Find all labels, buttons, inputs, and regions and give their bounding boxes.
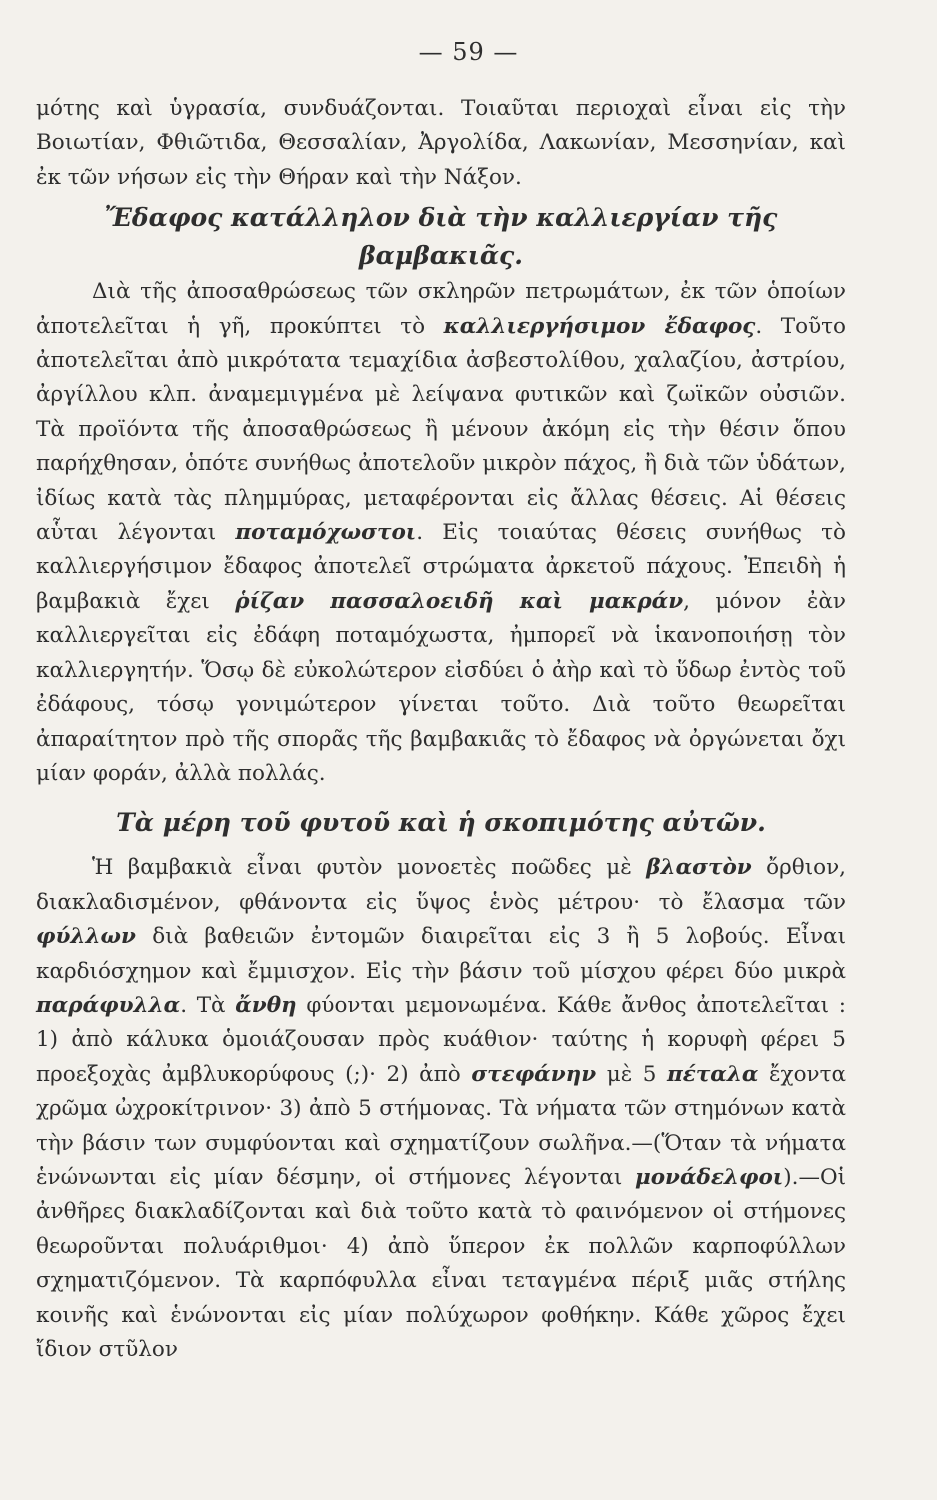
text-run: . Τὰ (180, 992, 236, 1018)
emphasis-term: παράφυλλα (36, 992, 181, 1018)
paragraph-soil (36, 275, 846, 791)
text-run: Ἡ βαμβακιὰ εἶναι φυτὸν μονοετὲς ποῶδες μὲ (92, 855, 647, 881)
text-run: ).—Οἱ ἀνθῆρες διακλαδίζονται καὶ διὰ τοῦτο κατὰ τὸ φαινόμενον οἱ στήμονες θεωροῦνται πολυάριθμοι· 4) ἀπὸ ὕπερον ἐκ πολλῶν καρποφύλλων σχηματιζόμενον. Τὰ καρπόφυλλα εἶναι τεταγμένα πέριξ μιᾶς στήλης κοινῆς καὶ ἑνώνονται εἰς μίαν πολύχωρον φοθήκην. Κάθε χῶρος ἔχει ἴδιον στῦλον (36, 1164, 846, 1362)
text-run: . Εἰς τοιαύτας θέσεις συνήθως τὸ καλλιεργήσιμον ἔδαφος ἀποτελεῖ στρώματα ἀρκετοῦ πάχους. Ἐπειδὴ ἡ βαμβακιὰ ἔχει (36, 520, 847, 614)
text-run: ὄρθιον, διακλαδισμένον, φθάνοντα εἰς ὕψος ἑνὸς μέτρου· τὸ ἔλασμα τῶν (36, 855, 846, 915)
text-run: . Τοῦτο ἀποτελεῖται ἀπὸ μικρότατα τεμαχίδια ἀσβεστολίθου, χαλαζίου, ἀστρίου, ἀργίλλου κλπ. ἀναμεμιγμένα μὲ λείψανα φυτικῶν καὶ ζωϊκῶν οὐσιῶν. Τὰ προϊόντα τῆς ἀποσαθρώσεως ἢ μένουν ἀκόμη εἰς τὴν θέσιν ὅπου παρήχθησαν, ὁπότε συνήθως ἀποτελοῦν μικρὸν πάχος, ἢ διὰ τῶν ὑδάτων, ἰδίως κατὰ τὰς πλημμύρας, μεταφέρονται εἰς ἄλλας θέσεις. Αἱ θέσεις αὗται λέγονται (36, 313, 846, 546)
text-run: ἔχοντα χρῶμα ὠχροκίτρινον· 3) ἀπὸ 5 στήμονας. Τὰ νήματα τῶν στημόνων κατὰ τὴν βάσιν των συμφύονται καὶ σχηματίζουν σωλῆνα.—(Ὅταν τὰ νήματα ἑνώνωνται εἰς μίαν δέσμην, οἱ στήμονες λέγονται (36, 1061, 847, 1190)
emphasis-term: ἄνθη (235, 992, 297, 1018)
emphasis-term: πέταλα (667, 1061, 759, 1087)
emphasis-term: βλαστὸν (646, 855, 752, 881)
body-text (36, 92, 846, 1367)
text-run: διὰ βαθειῶν ἐντομῶν διαιρεῖται εἰς 3 ἢ 5 λοβούς. Εἶναι καρδιόσχημον καὶ ἔμμισχον. Εἰς τὴν βάσιν τοῦ μίσχου φέρει δύο μικρὰ (36, 924, 846, 984)
emphasis-term: φύλλων (36, 924, 136, 950)
paragraph-regions: μότης καὶ ὑγρασία, συνδυάζονται. Τοιαῦται περιοχαὶ εἶναι εἰς τὴν Βοιωτίαν, Φθιῶτιδα, Θεσσαλίαν, Ἀργολίδα, Λακωνίαν, Μεσσηνίαν, καὶ ἐκ τῶν νήσων εἰς τὴν Θήραν καὶ τὴν Νάξον. (36, 96, 846, 190)
section-heading-plant-parts: Τὰ μέρη τοῦ φυτοῦ καὶ ἡ σκοπιμότης αὐτῶν. (116, 808, 766, 838)
paragraph-plant-parts (36, 851, 846, 1367)
page-number: — 59 — (418, 38, 519, 66)
text-run: Διὰ τῆς ἀποσαθρώσεως τῶν σκληρῶν πετρωμάτων, ἐκ τῶν ὁποίων ἀποτελεῖται ἡ γῆ, προκύπτει τὸ (36, 279, 846, 339)
emphasis-term: καλλιεργήσιμον ἔδαφος (443, 313, 756, 339)
emphasis-term: μονάδελφοι (634, 1164, 784, 1190)
emphasis-term: ῥίζαν πασσαλοειδῆ καὶ μακράν (235, 588, 684, 614)
emphasis-term: στεφάνην (471, 1061, 597, 1087)
emphasis-term: ποταμόχωστοι (235, 520, 417, 546)
text-run: , μόνον ἐὰν καλλιεργεῖται εἰς ἐδάφη ποταμόχωστα, ἠμπορεῖ νὰ ἱκανοποιήσῃ τὸν καλλιεργητήν. Ὅσῳ δὲ εὐκολώτερον εἰσδύει ὁ ἀὴρ καὶ τὸ ὕδωρ ἐντὸς τοῦ ἐδάφους, τόσῳ γονιμώτερον γίνεται τοῦτο. Διὰ τοῦτο θεωρεῖται ἀπαραίτητον πρὸ τῆς σπορᾶς τῆς βαμβακιᾶς τὸ ἔδαφος νὰ ὀργώνεται ὄχι μίαν φοράν, ἀλλὰ πολλάς. (36, 588, 846, 786)
section-heading-soil: Ἔδαφος κατάλληλον διὰ τὴν καλλιεργίαν τῆς βαμβακιᾶς. (104, 203, 778, 271)
text-run: μὲ 5 (596, 1061, 668, 1087)
text-run: φύονται μεμονωμένα. Κάθε ἄνθος ἀποτελεῖται : 1) ἀπὸ κάλυκα ὁμοιάζουσαν πρὸς κυάθιον· ταύτης ἡ κορυφὴ φέρει 5 προεξοχὰς ἀμβλυκορύφους (;)· 2) ἀπὸ (36, 992, 846, 1087)
